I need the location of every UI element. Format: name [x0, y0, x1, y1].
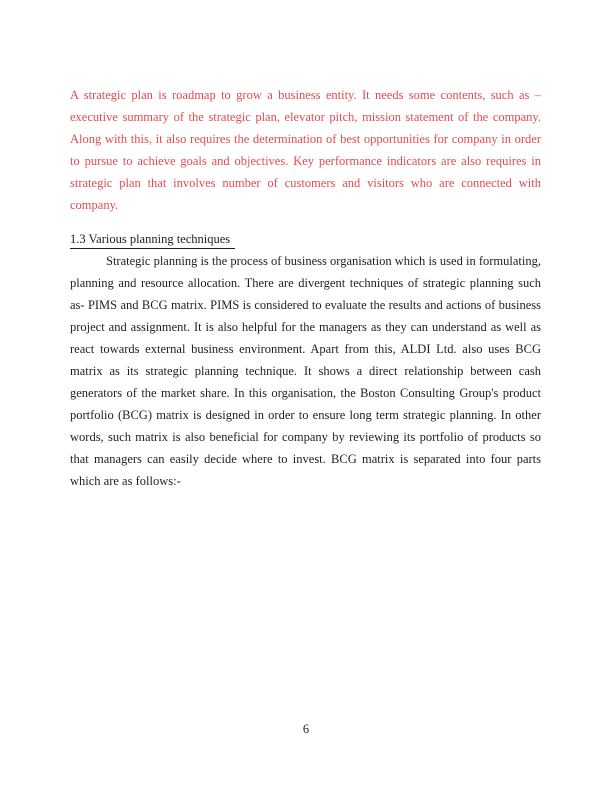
intro-paragraph: A strategic plan is roadmap to grow a business entity. It needs some contents, such as – executive summary of the strategic plan, elevator pitch, mission statement of the company. Along with this, it also requires the determination of best opportunities for company in order to pursue to achieve goals and objectives. Key performance indicators are also requires in strategic plan that involves number of customers and visitors who are connected with company.: [70, 88, 541, 212]
section-heading: [70, 228, 541, 250]
page-number: 6: [302, 722, 310, 736]
page-content: [70, 84, 541, 492]
body-paragraph: Strategic planning is the process of business organisation which is used in formulating, planning and resource allocation. There are divergent techniques of strategic planning such as- PIMS and BCG matrix. PIMS is considered to evaluate the results and actions of business project and assignment. It is also helpful for the managers as they can understand as well as react towards external business environment. Apart from this, ALDI Ltd. also uses BCG matrix as its strategic planning technique. It shows a direct relationship between cash generators of the market share. In this organisation, the Boston Consulting Group's product portfolio (BCG) matrix is designed in order to ensure long term strategic planning. In other words, such matrix is also beneficial for company by reviewing its portfolio of products so that managers can easily decide where to invest. BCG matrix is separated into four parts which are as follows:-: [70, 254, 541, 488]
section-heading-text: 1.3 Various planning techniques: [70, 232, 235, 249]
page-footer: [0, 721, 612, 737]
